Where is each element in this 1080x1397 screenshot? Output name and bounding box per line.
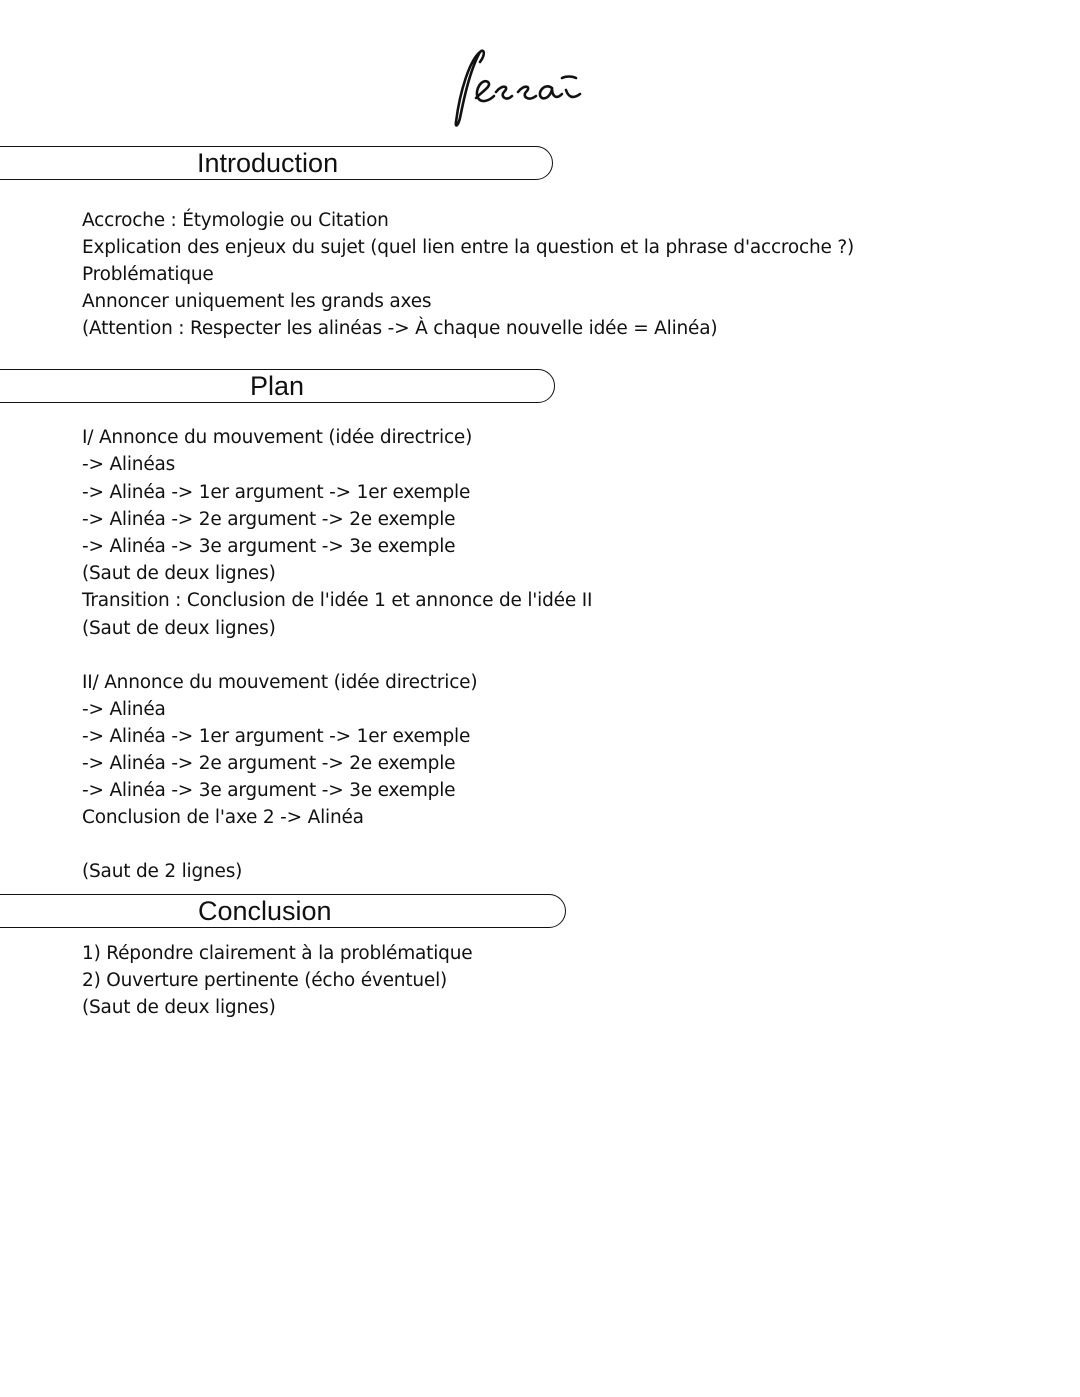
plan-title: Plan xyxy=(250,371,305,401)
introduction-line: Explication des enjeux du sujet (quel lien entre la question et la phrase d'accroche ?) xyxy=(82,237,855,258)
plan-line: -> Alinéa -> 2e argument -> 2e exemple xyxy=(82,509,456,530)
plan-line: -> Alinéa -> 1er argument -> 1er exemple xyxy=(82,482,471,503)
plan-header-bar xyxy=(0,369,555,403)
plan-line: II/ Annonce du mouvement (idée directrice) xyxy=(82,672,478,693)
plan-line: -> Alinéa -> 3e argument -> 3e exemple xyxy=(82,536,456,557)
conclusion-line: 1) Répondre clairement à la problématique xyxy=(82,943,473,964)
plan-line: (Saut de deux lignes) xyxy=(82,618,276,639)
introduction-line: (Attention : Respecter les alinéas -> À chaque nouvelle idée = Alinéa) xyxy=(82,318,718,339)
plan-line: Transition : Conclusion de l'idée 1 et annonce de l'idée II xyxy=(82,590,593,611)
plan-line: -> Alinéa xyxy=(82,699,166,720)
handwritten-title-drawing xyxy=(440,40,640,135)
page-title-handwritten xyxy=(440,40,640,135)
plan-line: -> Alinéa -> 2e argument -> 2e exemple xyxy=(82,753,456,774)
conclusion-header-bar xyxy=(0,894,566,928)
conclusion-line: (Saut de deux lignes) xyxy=(82,997,276,1018)
conclusion-line: 2) Ouverture pertinente (écho éventuel) xyxy=(82,970,448,991)
plan-line: (Saut de 2 lignes) xyxy=(82,861,243,882)
introduction-line: Problématique xyxy=(82,264,214,285)
introduction-line: Accroche : Étymologie ou Citation xyxy=(82,210,389,231)
plan-line: -> Alinéas xyxy=(82,454,176,475)
plan-line: -> Alinéa -> 3e argument -> 3e exemple xyxy=(82,780,456,801)
conclusion-title: Conclusion xyxy=(198,896,332,926)
introduction-header-bar xyxy=(0,146,553,180)
introduction-line: Annoncer uniquement les grands axes xyxy=(82,291,432,312)
plan-line: (Saut de deux lignes) xyxy=(82,563,276,584)
plan-line: I/ Annonce du mouvement (idée directrice) xyxy=(82,427,473,448)
introduction-title: Introduction xyxy=(197,148,339,178)
plan-line: -> Alinéa -> 1er argument -> 1er exemple xyxy=(82,726,471,747)
plan-line: Conclusion de l'axe 2 -> Alinéa xyxy=(82,807,364,828)
